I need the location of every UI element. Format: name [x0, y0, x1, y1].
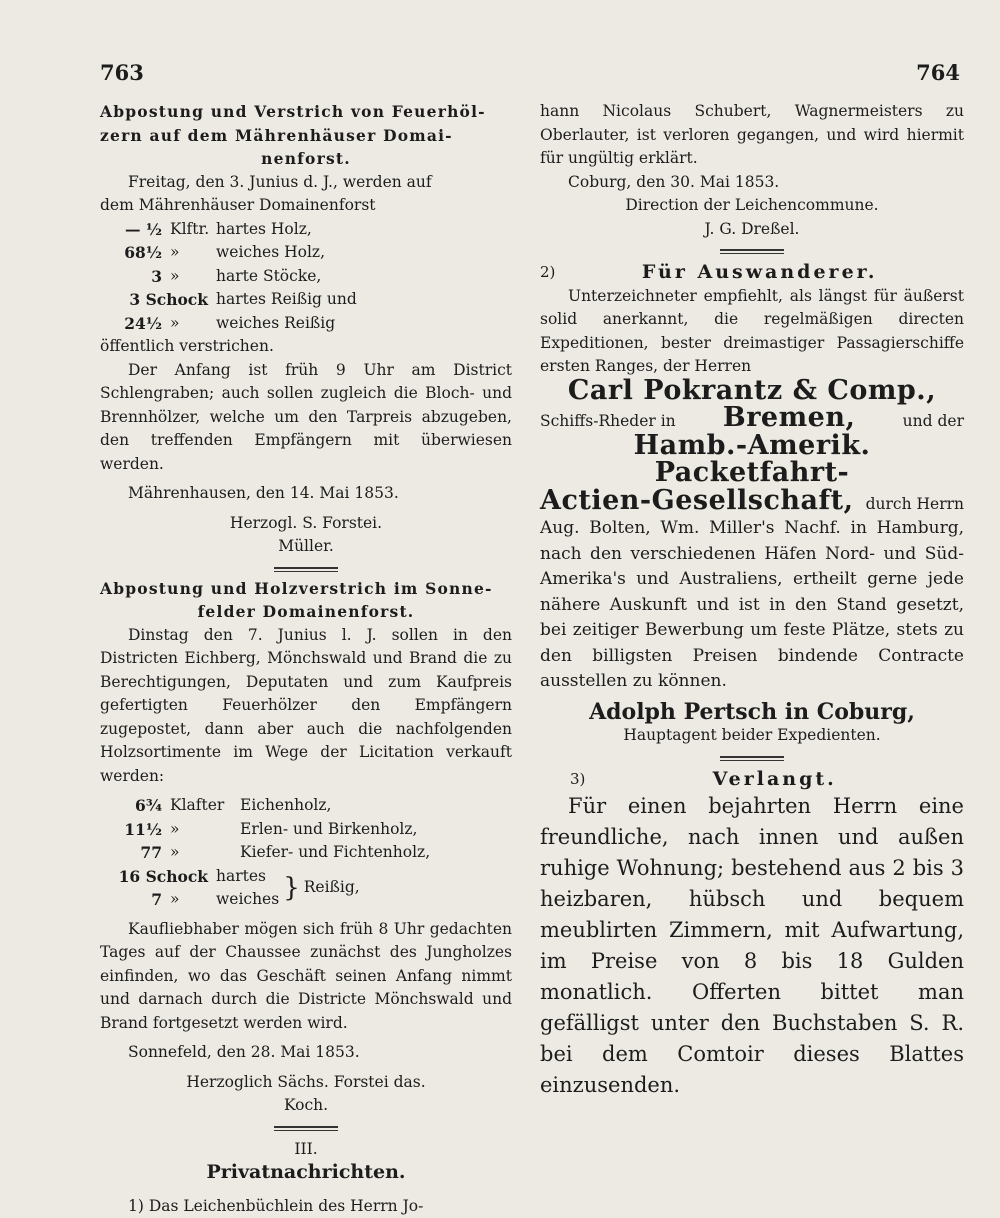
list-item: 16 Schock hartes [100, 865, 279, 889]
section-2-heading: Abpostung und Holzverstrich im Sonne- felder Domainenforst. [100, 577, 512, 624]
right-column [540, 100, 964, 1101]
list-item: 11½ » Erlen- und Birkenholz, [100, 818, 512, 842]
list-item: 24½ » weiches Reißig [100, 312, 512, 336]
section-1-authority: Herzogl. S. Forstei. [100, 512, 512, 536]
left-column [100, 100, 512, 1218]
section-1-intro-b: dem Mährenhäuser Domainenforst [100, 194, 512, 218]
notice-2-body-a: Unterzeichneter empfiehlt, als längst für äußerst solid anerkannt, die regelmäßigen directen Expeditionen, bester dreimastiger Passagierschiffe ersten Ranges, der Herren [540, 285, 964, 379]
reisig-label: Reißig, [304, 876, 360, 900]
page-number-right: 764 [916, 60, 960, 85]
notice-2-body-c: Aug. Bolten, Wm. Miller's Nachf. in Hamburg, nach den verschiedenen Häfen Nord- und Süd-Amerika's und Australiens, ertheilt gerne jede nähere Auskunft und ist in den Stand gesetzt, bei zeitiger Bewerbung um feste Plätze, stets zu den billigsten Preisen bindende Contracte ausstellen zu können. [540, 516, 964, 695]
notice-1-authority: Direction der Leichencommune. [540, 194, 964, 218]
section-1-wood-list [100, 218, 512, 336]
section-1-signature: Müller. [100, 535, 512, 559]
section-title: Privatnachrichten. [100, 1161, 512, 1185]
section-2-signature: Koch. [100, 1094, 512, 1118]
list-item: 77 » Kiefer- und Fichtenholz, [100, 841, 512, 865]
section-1-body: Der Anfang ist früh 9 Uhr am District Schlengraben; auch sollen zugleich die Bloch- und Brennhölzer, welche um den Tarpreis abzugeben, den treffenden Empfängern mit überwiesen werden. [100, 359, 512, 477]
divider [720, 249, 784, 251]
notice-1-signature: J. G. Dreßel. [540, 218, 964, 242]
section-1-heading: Abpostung und Verstrich von Feuerhöl- zern auf dem Mährenhäuser Domai- nenforst. [100, 100, 512, 171]
notice-2-firm-2a: Hamb.-Amerik. Packetfahrt- [540, 434, 964, 489]
notice-1-place-date: Coburg, den 30. Mai 1853. [540, 171, 964, 195]
notice-3-number: 3) [570, 768, 585, 792]
section-2-authority: Herzoglich Sächs. Forstei das. [100, 1071, 512, 1095]
section-2-wood-list [100, 794, 512, 912]
divider [720, 756, 784, 758]
notice-3-heading [540, 768, 964, 792]
divider [274, 567, 338, 569]
notice-2-title: Für Auswanderer. [642, 261, 878, 283]
list-item: 6¾ Klafter Eichenholz, [100, 794, 512, 818]
reisig-group [100, 865, 512, 912]
notice-2-signer: Adolph Pertsch in Coburg, [540, 701, 964, 725]
notice-3-body: Für einen bejahrten Herrn eine freundliche, nach innen und außen ruhige Wohnung; bestehend aus 2 bis 3 heizbaren, hübsch und bequem meublirten Zimmern, mit Aufwartung, im Preise von 8 bis 18 Gulden monatlich. Offerten bittet man gefälligst unter den Buchstaben S. R. bei dem Comtoir dieses Blattes einzusenden. [540, 791, 964, 1101]
list-item: 3 » harte Stöcke, [100, 265, 512, 289]
list-item: 68½ » weiches Holz, [100, 241, 512, 265]
notice-2-firm-1: Carl Pokrantz & Comp., [540, 379, 964, 407]
notice-3-title: Verlangt. [713, 768, 837, 790]
list-item: 3 Schock hartes Reißig und [100, 288, 512, 312]
section-1-place-date: Mährenhausen, den 14. Mai 1853. [100, 482, 512, 506]
page-number-left: 763 [100, 60, 144, 85]
notice-2-heading [540, 261, 964, 285]
notice-2-firm-2b-line: Actien-Gesellschaft, durch Herrn [540, 489, 964, 517]
section-2-body-2: Kaufliebhaber mögen sich früh 8 Uhr gedachten Tages auf der Chaussee zunächst des Jungholzes einfinden, wo das Geschäft seinen Anfang nimmt und darnach durch die Districte Mönchswald und Brand fortgesetzt werden wird. [100, 918, 512, 1036]
notice-2-line: Schiffs-Rheder in Bremen, und der [540, 406, 964, 434]
list-item: — ½ Klftr. hartes Holz, [100, 218, 512, 242]
brace-glyph: } [283, 866, 300, 910]
list-item: 7 » weiches [100, 888, 279, 912]
divider [274, 1126, 338, 1128]
section-number: III. [100, 1138, 512, 1162]
notice-2-role: Hauptagent beider Expedienten. [540, 724, 964, 748]
section-1-intro-a: Freitag, den 3. Junius d. J., werden auf [100, 171, 512, 195]
section-2-place-date: Sonnefeld, den 28. Mai 1853. [100, 1041, 512, 1065]
section-1-sold: öffentlich verstrichen. [100, 335, 512, 359]
notice-1-start: 1) Das Leichenbüchlein des Herrn Jo- [100, 1195, 512, 1218]
section-2-body: Dinstag den 7. Junius l. J. sollen in den Districten Eichberg, Mönchswald und Brand die zu Berechtigungen, Deputaten und zum Kaufpreis gefertigten Feuerhölzer den Empfängern zugepostet, dann aber auch die nachfolgenden Holzsortimente im Wege der Licitation verkauft werden: [100, 624, 512, 789]
notice-1-continued: hann Nicolaus Schubert, Wagnermeisters zu Oberlauter, ist verloren gegangen, und wird hiermit für ungültig erklärt. [540, 100, 964, 171]
notice-2-number: 2) [540, 261, 555, 285]
